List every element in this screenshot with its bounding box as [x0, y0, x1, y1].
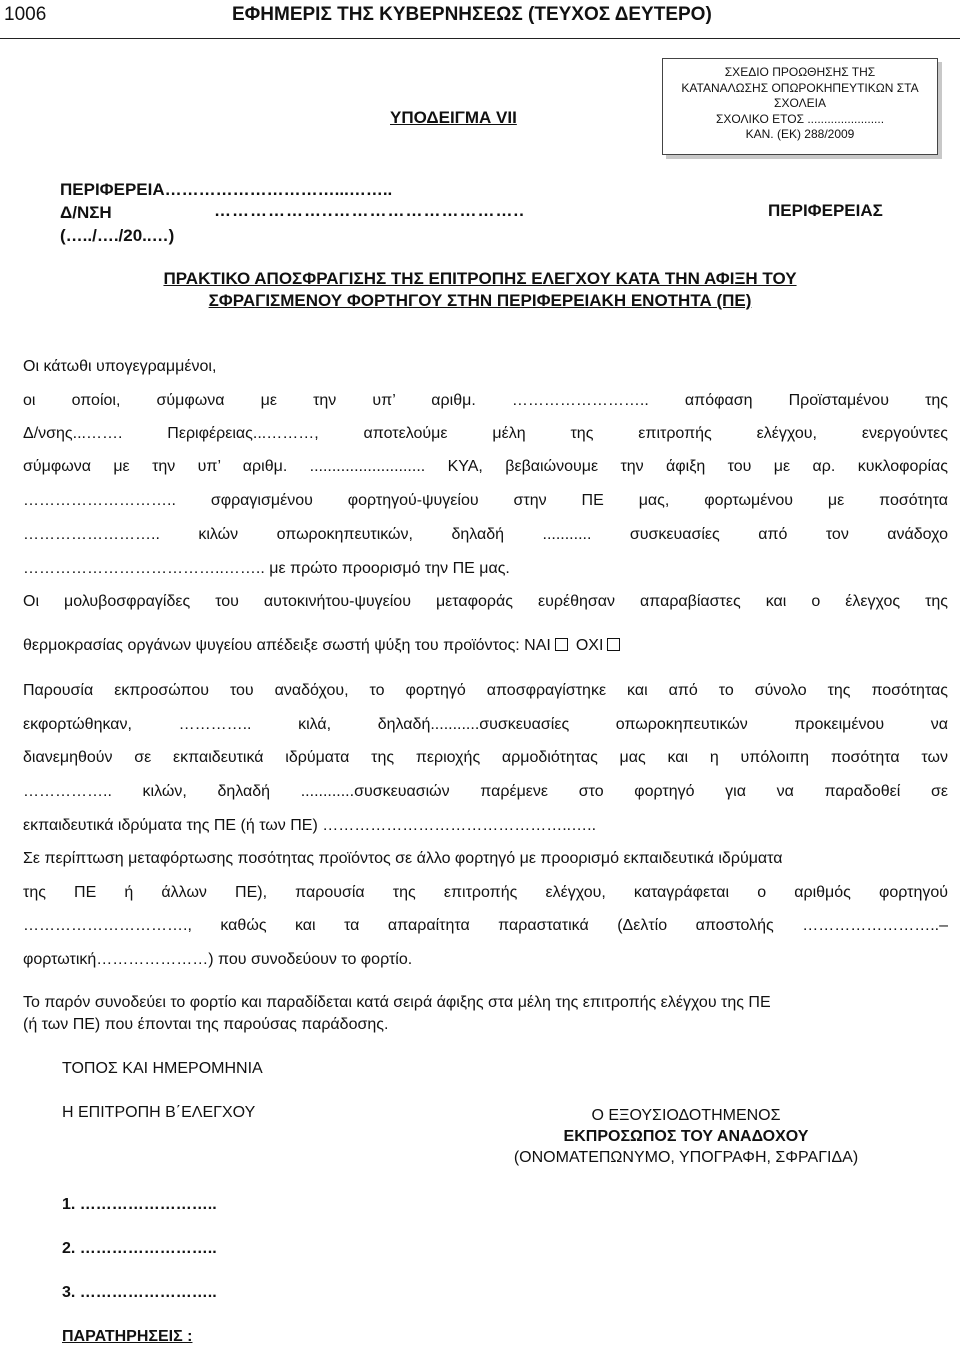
- body-line: διανεμηθούν σε εκπαιδευτικά ιδρύματα της περιοχής αρμοδιότητας μας και η υπόλοιπη ποσότητα των: [23, 749, 948, 766]
- body-line: Οι κάτωθι υπογεγραμμένοι,: [23, 358, 217, 375]
- temperature-check-text: θερμοκρασίας οργάνων ψυγείου απέδειξε σωστή ψύξη του προϊόντος: ΝΑΙ: [23, 637, 551, 654]
- reference-date-line: (…../…./20..…): [60, 226, 175, 245]
- directorate-fill-dots: ………………..…………………………..: [214, 201, 525, 220]
- body-line: …………………….. κιλών οπωροκηπευτικών, δηλαδή ........... συσκευασίες από τον ανάδοχο: [23, 526, 948, 543]
- no-checkbox[interactable]: [607, 638, 620, 651]
- program-box-line: ΚΑΤΑΝΑΛΩΣΗΣ ΟΠΩΡΟΚΗΠΕΥΤΙΚΩΝ ΣΤΑ: [681, 80, 919, 95]
- committee-member-1: 1. ……………………..: [62, 1196, 217, 1213]
- body-line: της ΠΕ ή άλλων ΠΕ), παρουσία της επιτροπής ελέγχου, καταγράφεται ο αριθμός φορτηγού: [23, 884, 948, 901]
- body-line: …………………………., καθώς και τα απαραίτητα παραστατικά (Δελτίο αποστολής ……………………..–: [23, 917, 948, 934]
- body-line: οι οποίοι, σύμφωνα με την υπ’ αριθμ. …………………….. απόφαση Προϊσταμένου της: [23, 392, 948, 409]
- body-line: φορτωτική…………………) που συνοδεύουν το φορτίο.: [23, 951, 413, 968]
- specimen-label: ΥΠΟΔΕΙΓΜΑ VII: [390, 108, 517, 127]
- body-line: ………………………………..…….. με πρώτο προορισμό την ΠΕ μας.: [23, 560, 510, 577]
- body-line: Σε περίπτωση μεταφόρτωσης ποσότητας προϊόντος σε άλλο φορτηγό με προορισμό εκπαιδευτικά ιδρύματα: [23, 850, 783, 867]
- body-line: εκφορτώθηκαν, ………….. κιλά, δηλαδή...........συσκευασίες οπωροκηπευτικών προκειμένου να: [23, 716, 948, 733]
- header-divider: [0, 38, 960, 39]
- program-box-line: ΣΧΟΛΕΙΑ: [774, 96, 826, 110]
- document-title: [70, 268, 890, 312]
- gazette-title: ΕΦΗΜΕΡΙΣ ΤΗΣ ΚΥΒΕΡΝΗΣΕΩΣ (ΤΕΥΧΟΣ ΔΕΥΤΕΡΟ): [232, 4, 712, 25]
- body-line: Δ/νσης...……. Περιφέρειας...………, αποτελούμε μέλη της επιτροπής ελέγχου, ενεργούντες: [23, 425, 948, 442]
- body-line: Το παρόν συνοδεύει το φορτίο και παραδίδεται κατά σειρά άφιξης στα μέλη της επιτροπής ελέγχου της ΠΕ: [23, 994, 771, 1011]
- program-box-line: ΣΧΕΔΙΟ ΠΡΟΩΘΗΣΗΣ ΤΗΣ: [724, 65, 876, 79]
- no-label: ΟΧΙ: [575, 637, 604, 654]
- region-suffix: ΠΕΡΙΦΕΡΕΙΑΣ: [768, 201, 883, 220]
- temperature-check-line: [23, 637, 948, 655]
- signature-instructions: (ΟΝΟΜΑΤΕΠΩΝΥΜΟ, ΥΠΟΓΡΑΦΗ, ΣΦΡΑΓΙΔΑ): [513, 1149, 859, 1166]
- body-line: ……………………….. σφραγισμένου φορτηγού-ψυγείου στην ΠΕ μας, φορτωμένου με ποσότητα: [23, 492, 948, 509]
- committee-label: Η ΕΠΙΤΡΟΠΗ Β΄ΕΛΕΓΧΟΥ: [62, 1104, 256, 1121]
- body-line: σύμφωνα με την υπ’ αριθμ. .......................... ΚΥΑ, βεβαιώνουμε την άφιξη του με αρ. κυκλοφορίας: [23, 458, 948, 475]
- program-box-line: ΚΑΝ. (ΕΚ) 288/2009: [745, 127, 855, 141]
- contractor-representative-label: ΕΚΠΡΟΣΩΠΟΣ ΤΟΥ ΑΝΑΔΟΧΟΥ: [563, 1128, 809, 1145]
- body-line: …………….. κιλών, δηλαδή ............συσκευασιών παρέμενε στο φορτηγό για να παραδοθεί σε: [23, 783, 948, 800]
- title-line: ΠΡΑΚΤΙΚΟ ΑΠΟΣΦΡΑΓΙΣΗΣ ΤΗΣ ΕΠΙΤΡΟΠΗΣ ΕΛΕΓΧΟΥ ΚΑΤΑ ΤΗΝ ΑΦΙΞΗ ΤΟΥ: [163, 269, 797, 288]
- program-info-box: [662, 58, 938, 155]
- contractor-signature-block: [476, 1105, 896, 1168]
- body-line: (ή των ΠΕ) που έπονται της παρούσας παράδοσης.: [23, 1016, 389, 1033]
- committee-member-3: 3. ……………………..: [62, 1284, 217, 1301]
- body-line: Οι μολυβοσφραγίδες του αυτοκινήτου-ψυγείου μεταφοράς ευρέθησαν απαραβίαστες και ο έλεγχος της: [23, 593, 948, 610]
- remarks-label: ΠΑΡΑΤΗΡΗΣΕΙΣ :: [62, 1328, 193, 1345]
- region-line: ΠΕΡΙΦΕΡΕΙΑ…………………………...……..: [60, 180, 393, 199]
- program-box-line: ΣΧΟΛΙΚΟ ΕΤΟΣ .......................: [715, 111, 885, 126]
- directorate-line: Δ/ΝΣΗ: [60, 203, 112, 222]
- yes-checkbox[interactable]: [555, 638, 568, 651]
- page-number: 1006: [4, 4, 47, 25]
- body-line: Παρουσία εκπροσώπου του αναδόχου, το φορτηγό αποσφραγίστηκε και από το σύνολο της ποσότητας: [23, 682, 948, 699]
- body-line: εκπαιδευτικά ιδρύματα της ΠΕ (ή των ΠΕ) ………………………………………..…..: [23, 817, 597, 834]
- title-line: ΣΦΡΑΓΙΣΜΕΝΟΥ ΦΟΡΤΗΓΟΥ ΣΤΗΝ ΠΕΡΙΦΕΡΕΙΑΚΗ ΕΝΟΤΗΤΑ (ΠΕ): [208, 291, 752, 310]
- place-date-label: ΤΟΠΟΣ ΚΑΙ ΗΜΕΡΟΜΗΝΙΑ: [62, 1060, 263, 1077]
- authorized-label: Ο ΕΞΟΥΣΙΟΔΟΤΗΜΕΝΟΣ: [591, 1107, 781, 1124]
- committee-member-2: 2. ……………………..: [62, 1240, 217, 1257]
